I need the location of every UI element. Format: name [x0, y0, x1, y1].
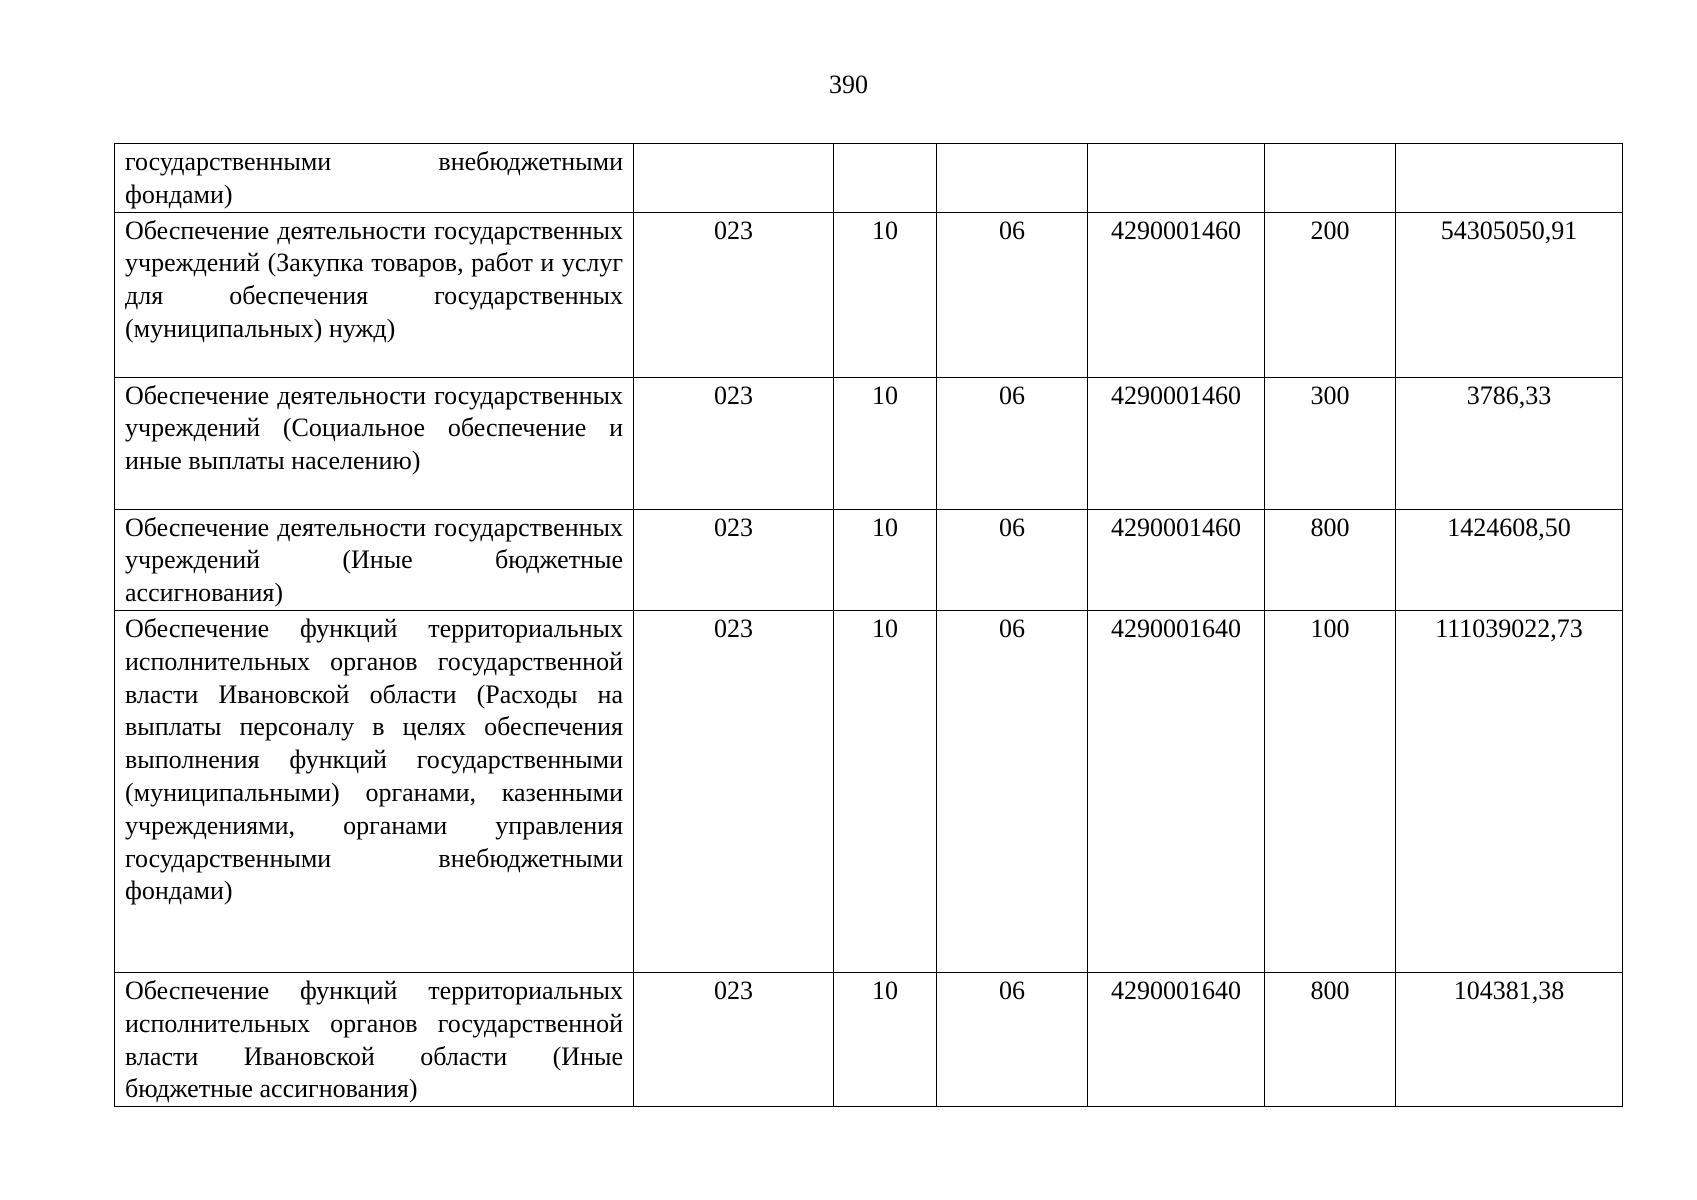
row-subsection-code: 06: [937, 509, 1088, 610]
row-expense-type: 200: [1265, 212, 1396, 377]
row-subsection-code: 06: [937, 972, 1088, 1106]
table-row: [115, 144, 1623, 213]
row-section-code: 10: [834, 972, 937, 1106]
row-expense-type: 100: [1265, 610, 1396, 972]
row-expense-type: [1265, 144, 1396, 213]
row-amount: 104381,38: [1396, 972, 1623, 1106]
row-target-code: 4290001640: [1088, 610, 1265, 972]
row-section-code: 10: [834, 509, 937, 610]
row-subsection-code: 06: [937, 212, 1088, 377]
row-target-code: 4290001460: [1088, 212, 1265, 377]
table-row: [115, 972, 1623, 1106]
row-description: Обеспечение деятельности государственных учреждений (Закупка товаров, работ и услуг для обеспечения государственных (муниципальных) нужд): [115, 212, 634, 377]
row-target-code: 4290001640: [1088, 972, 1265, 1106]
table-row: [115, 509, 1623, 610]
row-expense-type: 800: [1265, 972, 1396, 1106]
row-subsection-code: 06: [937, 377, 1088, 509]
row-expense-type: 300: [1265, 377, 1396, 509]
row-description: Обеспечение функций территориальных исполнительных органов государственной власти Ивановской области (Расходы на выплаты персоналу в целях обеспечения выполнения функций государственными (муниципальными) органами, казенными учреждениями, органами управления государственными внебюджетными фондами): [115, 610, 634, 972]
row-section-code: 10: [834, 610, 937, 972]
table-row: [115, 377, 1623, 509]
row-admin-code: 023: [634, 610, 834, 972]
row-admin-code: 023: [634, 377, 834, 509]
row-target-code: [1088, 144, 1265, 213]
row-section-code: [834, 144, 937, 213]
row-amount: 54305050,91: [1396, 212, 1623, 377]
row-section-code: 10: [834, 212, 937, 377]
row-admin-code: 023: [634, 212, 834, 377]
row-description: Обеспечение деятельности государственных учреждений (Иные бюджетные ассигнования): [115, 509, 634, 610]
row-admin-code: 023: [634, 509, 834, 610]
row-target-code: 4290001460: [1088, 509, 1265, 610]
row-amount: 3786,33: [1396, 377, 1623, 509]
row-amount: 1424608,50: [1396, 509, 1623, 610]
row-description: государственными внебюджетными фондами): [115, 144, 634, 213]
row-section-code: 10: [834, 377, 937, 509]
row-subsection-code: 06: [937, 610, 1088, 972]
row-description: Обеспечение деятельности государственных учреждений (Социальное обеспечение и иные выплаты населению): [115, 377, 634, 509]
table-row: [115, 610, 1623, 972]
row-amount: 111039022,73: [1396, 610, 1623, 972]
row-subsection-code: [937, 144, 1088, 213]
row-expense-type: 800: [1265, 509, 1396, 610]
table-row: [115, 212, 1623, 377]
row-admin-code: 023: [634, 972, 834, 1106]
row-amount: [1396, 144, 1623, 213]
row-description: Обеспечение функций территориальных исполнительных органов государственной власти Ивановской области (Иные бюджетные ассигнования): [115, 972, 634, 1106]
row-target-code: 4290001460: [1088, 377, 1265, 509]
page-number: 390: [829, 70, 868, 99]
row-admin-code: [634, 144, 834, 213]
budget-table: [114, 143, 1623, 1107]
